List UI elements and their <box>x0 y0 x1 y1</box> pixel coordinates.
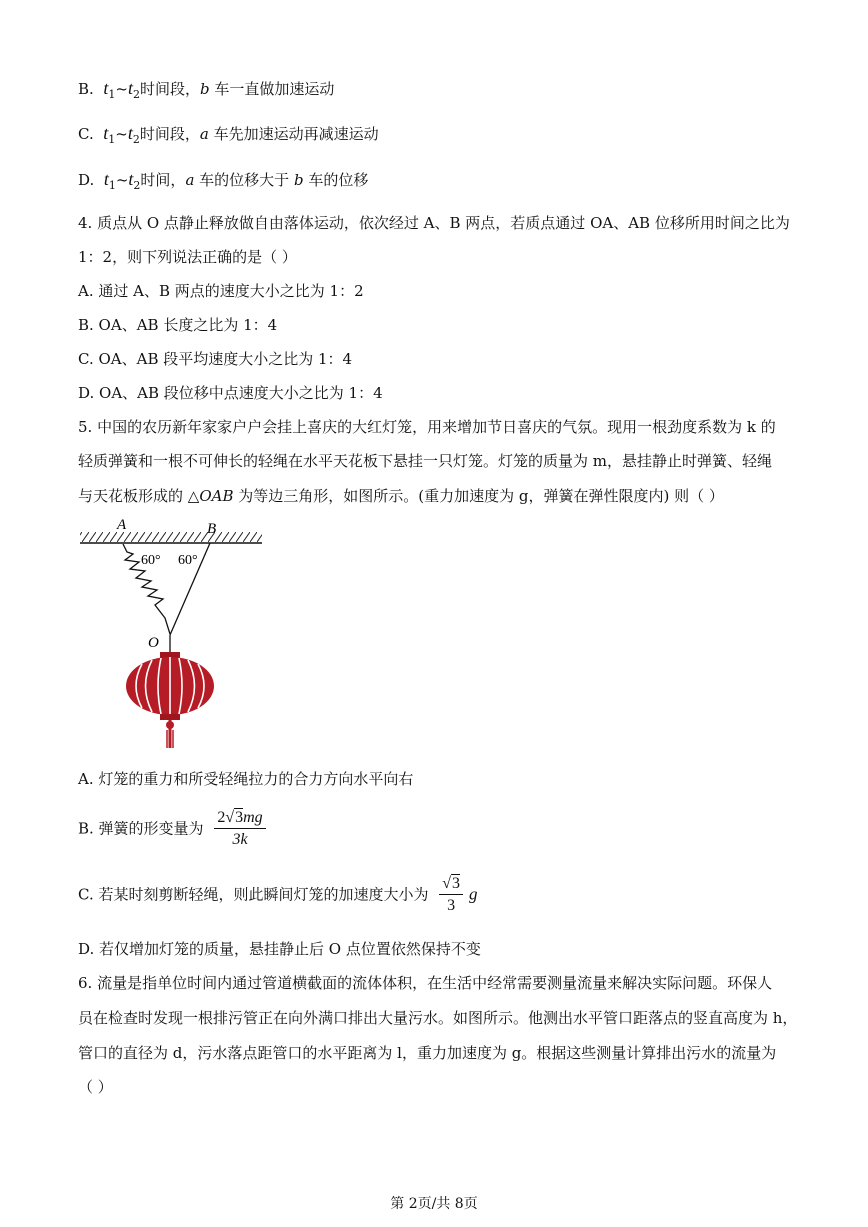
angle-left: 60° <box>141 553 161 568</box>
option-b-prev: B. $t_1\sim t_2$时间段，b 车一直做加速运动 <box>78 78 335 101</box>
q6-stem-line1: 6. 流量是指单位时间内通过管道横截面的流体体积，在生活中经常需要测量流量来解决实际问题。环保人 <box>78 974 773 992</box>
angle-right: 60° <box>178 553 198 568</box>
lantern-figure <box>75 512 275 757</box>
q4-option-d: D. OA、AB 段位移中点速度大小之比为 1：4 <box>78 384 383 402</box>
q5-stem-line3: 与天花板形成的 △OAB 为等边三角形，如图所示。(重力加速度为 g，弹簧在弹性限度内) 则（ ） <box>78 487 724 505</box>
q5-stem-line2: 轻质弹簧和一根不可伸长的轻绳在水平天花板下悬挂一只灯笼。灯笼的质量为 m，悬挂静止时弹簧、轻绳 <box>78 452 772 470</box>
label-b: B <box>207 521 217 537</box>
q4-option-b: B. OA、AB 长度之比为 1：4 <box>78 316 278 334</box>
q5-option-b: B. 弹簧的形变量为 $\frac{2√3mg}{3k}$ <box>78 808 272 851</box>
triangle-oab: △OAB <box>187 487 234 505</box>
q5-option-a: A. 灯笼的重力和所受轻绳拉力的合力方向水平向右 <box>78 770 414 788</box>
label-o: O <box>148 635 159 651</box>
ceiling <box>80 532 262 543</box>
label-a: A <box>117 517 127 533</box>
q6-stem-line3: 管口的直径为 d，污水落点距管口的水平距离为 l，重力加速度为 g。根据这些测量计算排出污水的流量为 <box>78 1044 777 1062</box>
fraction-b: $\frac{2√3mg}{3k}$ <box>214 808 265 851</box>
q4-option-a: A. 通过 A、B 两点的速度大小之比为 1：2 <box>78 282 364 300</box>
lantern-icon <box>126 652 214 748</box>
q4-stem-line2: 1：2，则下列说法正确的是（ ） <box>78 248 297 266</box>
fraction-c: $\frac{√3}{3}$ <box>439 874 463 917</box>
q4-stem-line1: 4. 质点从 O 点静止释放做自由落体运动，依次经过 A、B 两点，若质点通过 OA、AB 位移所用时间之比为 <box>78 214 790 232</box>
q6-stem-line2: 员在检查时发现一根排污管正在向外满口排出大量污水。如图所示。他测出水平管口距落点的竖直高度为 h， <box>78 1009 798 1027</box>
option-c-prev: C. $t_1\sim t_2$时间段，a 车先加速运动再减速运动 <box>78 123 379 146</box>
q4-option-c: C. OA、AB 段平均速度大小之比为 1：4 <box>78 350 353 368</box>
option-d-prev: D. $t_1\sim t_2$时间，a 车的位移大于 b 车的位移 <box>78 169 369 192</box>
q5-option-d: D. 若仅增加灯笼的质量，悬挂静止后 O 点位置依然保持不变 <box>78 940 481 958</box>
page-footer: 第 2页/共 8页 <box>390 1196 478 1212</box>
q6-stem-line4: （ ） <box>78 1078 113 1096</box>
q5-option-c: C. 若某时刻剪断轻绳，则此瞬间灯笼的加速度大小为 $\frac{√3}{3}$ g <box>78 874 478 917</box>
q5-stem-line1: 5. 中国的农历新年家家户户会挂上喜庆的大红灯笼，用来增加节日喜庆的气氛。现用一根劲度系数为 k 的 <box>78 418 776 436</box>
